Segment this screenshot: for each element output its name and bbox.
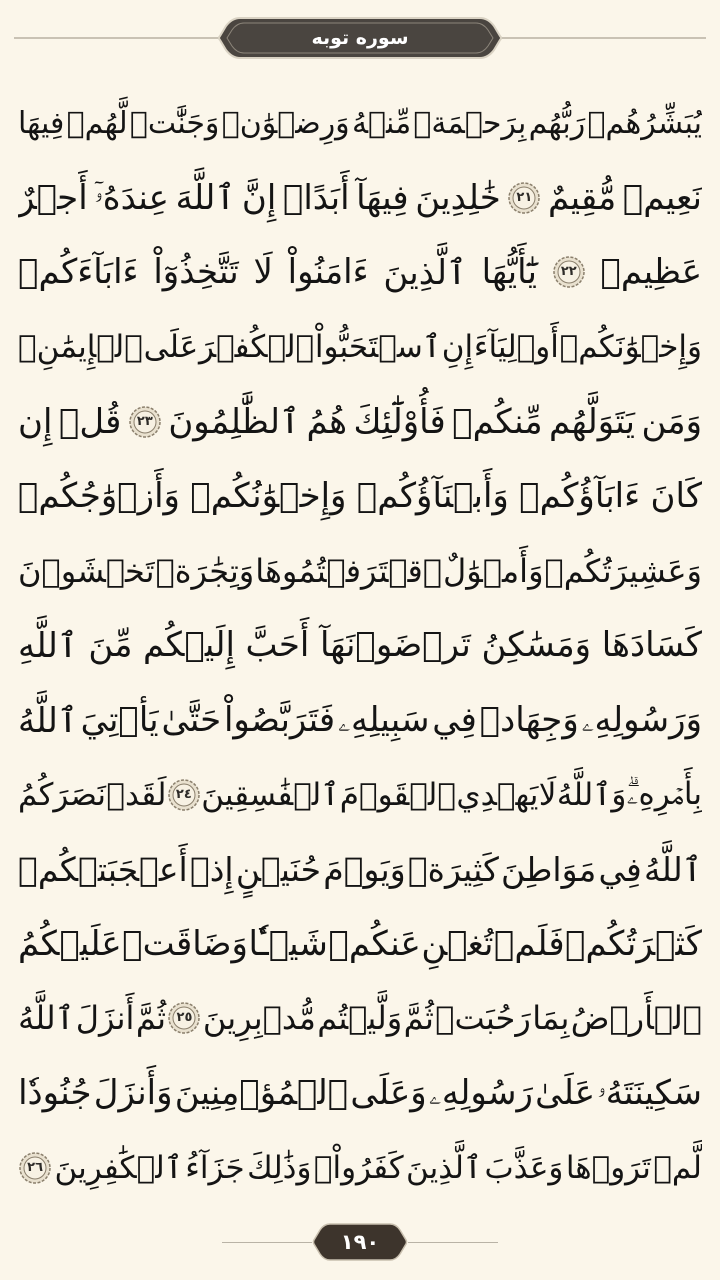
verse-word: بِأَمۡرِهِۦۗ <box>626 776 702 813</box>
verse-word: تَرَوۡهَا <box>565 1149 651 1186</box>
verse-word: وَٱللَّهُ <box>556 776 627 813</box>
verse-word: مَوَاطِنَ <box>501 849 597 889</box>
verse-word: ٱلۡكُفۡرَ <box>198 329 315 366</box>
surah-banner <box>218 16 502 60</box>
verse-line <box>18 981 702 1056</box>
verse-word: ٱللَّهُ <box>643 849 702 889</box>
verse-word: وَذَٰلِكَ <box>247 1149 312 1186</box>
verse-word: فِي <box>432 700 477 741</box>
verse-word: وَأَمۡوَٰلٌ <box>443 551 544 590</box>
verse-word: فِي <box>598 849 642 889</box>
verse-word: سَكِينَتَهُۥ <box>597 1073 702 1114</box>
ayah-end-marker <box>507 181 541 215</box>
verse-word: جُنُودٗا <box>18 1073 92 1114</box>
verse-word: تُغۡنِ <box>421 923 494 964</box>
verse-word: أَوۡلِيَآءَ <box>473 329 559 366</box>
verse-word: إِن <box>18 401 53 442</box>
verse-word: فَلَمۡ <box>494 923 565 964</box>
verse-word: كَفَرُواْۚ <box>313 1149 404 1186</box>
verse-word: سَبِيلِهِۦ <box>338 700 430 741</box>
verse-word: ٱلۡمُؤۡمِنِينَ <box>174 1073 349 1114</box>
verse-word: خَٰلِدِينَ <box>415 177 501 218</box>
verse-word: مُّدۡبِرِينَ <box>202 999 316 1038</box>
verse-word: حُنَيۡنٍ <box>235 849 322 889</box>
verse-word: ٱللَّهُ <box>18 700 78 741</box>
verse-word: كَسَادَهَا <box>601 625 702 666</box>
verse-word: ٱلظَّٰلِمُونَ <box>168 402 300 443</box>
verse-word: ٱللَّهُ <box>18 999 75 1038</box>
verse-word: ٱسۡتَحَبُّواْ <box>314 329 441 366</box>
verse-word: ٱلۡفَٰسِقِينَ <box>201 776 340 813</box>
verse-line <box>18 459 702 534</box>
ayah-number: ٢٣ <box>136 413 153 429</box>
ayah-end-marker <box>167 1001 201 1035</box>
verse-word: وَجَنَّٰتٖ <box>129 105 220 141</box>
verse-word: وَرَسُولِهِۦ <box>581 700 702 741</box>
page-header <box>0 14 720 62</box>
verse-word: ٱقۡتَرَفۡتُمُوهَا <box>255 551 443 590</box>
verse-word: لَّهُمۡ <box>66 105 128 141</box>
page-number-badge <box>312 1222 408 1262</box>
verse-word: هُمُ <box>306 401 347 442</box>
verse-line <box>18 907 702 982</box>
verse-word: وَأَبۡنَآؤُكُمۡ <box>356 476 509 517</box>
verse-word: أَجۡرٌ <box>18 177 88 218</box>
verse-word: وَإِخۡوَٰنُكُمۡ <box>190 476 347 517</box>
verse-word: مِّنۡهُ <box>351 105 412 141</box>
verse-word: ٱلَّذِينَ <box>405 1149 483 1186</box>
verse-word: يُبَشِّرُهُمۡ <box>587 105 702 141</box>
verse-word: أَبَدًاۚ <box>282 177 350 218</box>
verse-word: عَلَى <box>143 329 199 366</box>
verse-word: عَنكُمۡ <box>328 923 421 964</box>
verse-word: أَعۡجَبَتۡكُمۡ <box>18 849 188 889</box>
verse-word: مُّقِيمٌ <box>547 177 617 218</box>
verse-word: وَجِهَادٖ <box>479 700 579 741</box>
ayah-end-marker <box>552 255 586 289</box>
verse-word: ءَابَآؤُكُمۡ <box>519 476 641 517</box>
verse-word: لَّمۡ <box>653 1149 702 1186</box>
verse-word: أَنزَلَ <box>75 999 135 1038</box>
verse-word: ءَامَنُواْ <box>287 252 369 293</box>
verse-word: وَمَسَٰكِنُ <box>481 625 592 666</box>
page-number: ١٩٠ <box>340 1230 380 1254</box>
verse-word: ثُمَّ <box>403 999 434 1038</box>
ayah-number: ٢٦ <box>27 1159 44 1175</box>
verse-word: إِلَيۡكُم <box>143 625 235 666</box>
verse-word: وَأَنزَلَ <box>93 1073 173 1114</box>
verse-word: رَسُولِهِۦ <box>428 1073 533 1114</box>
ayah-number: ٢١ <box>516 189 533 205</box>
verse-word: ٱلۡإِيمَٰنِۚ <box>18 329 143 366</box>
verse-word: وَتِجَٰرَةٞ <box>155 551 255 590</box>
verse-word: حَتَّىٰ <box>161 700 222 741</box>
verse-word: عَظِيمٞ <box>600 252 702 293</box>
verse-line <box>18 1056 702 1131</box>
verse-word: كَثۡرَتُكُمۡ <box>565 923 702 964</box>
verse-word: ٱلۡكَٰفِرِينَ <box>54 1149 183 1186</box>
quran-text-block <box>18 86 702 1206</box>
verse-word: رَحُبَتۡ <box>435 999 531 1038</box>
verse-word: وَأَزۡوَٰجُكُمۡ <box>18 476 180 517</box>
verse-word: لَقَدۡ <box>106 776 167 813</box>
verse-word: كَثِيرَةٖ <box>407 849 499 889</box>
page-footer <box>0 1218 720 1268</box>
footer-divider-right <box>408 1242 498 1243</box>
ayah-number: ٢٥ <box>176 1010 193 1026</box>
verse-word: أَحَبَّ <box>245 625 310 666</box>
ayah-number: ٢٢ <box>560 264 577 280</box>
verse-line <box>18 757 702 832</box>
verse-word: مِّنكُمۡ <box>452 401 543 442</box>
verse-word: تَرۡضَوۡنَهَآ <box>319 625 471 666</box>
verse-line <box>18 235 702 310</box>
verse-line <box>18 310 702 385</box>
verse-word: لَا <box>538 776 557 813</box>
ayah-number: ٢٤ <box>175 786 192 802</box>
verse-word: عِندَهُۥٓ <box>94 177 169 218</box>
verse-word: فِيهَآ <box>356 177 409 218</box>
verse-word: يَأۡتِيَ <box>80 700 159 741</box>
verse-word: ٱللَّهِ <box>18 625 78 666</box>
verse-word: وَإِخۡوَٰنَكُمۡ <box>559 329 702 366</box>
verse-line <box>18 832 702 907</box>
verse-word: وَضَاقَتۡ <box>122 923 248 964</box>
verse-word: وَعَشِيرَتُكُمۡ <box>544 551 702 590</box>
verse-word: نَعِيمٞ <box>622 177 702 218</box>
verse-line <box>18 161 702 236</box>
verse-line <box>18 384 702 459</box>
verse-word: ٱللَّهَ <box>175 178 236 219</box>
verse-word: يَهۡدِي <box>456 776 539 813</box>
verse-word: إِذۡ <box>189 849 234 889</box>
verse-line <box>18 534 702 609</box>
ayah-end-marker <box>167 778 201 812</box>
verse-word: وَعَلَى <box>350 1073 427 1114</box>
verse-word: عَلَىٰ <box>535 1073 595 1114</box>
verse-word: وَعَذَّبَ <box>484 1149 564 1186</box>
verse-word: ثُمَّ <box>135 999 167 1038</box>
surah-title: سوره توبه <box>311 27 409 49</box>
verse-word: ٱلَّذِينَ <box>383 252 467 293</box>
verse-word: فِيهَا <box>18 105 65 141</box>
verse-word: نَصَرَكُمُ <box>18 776 107 813</box>
verse-word: عَلَيۡكُمُ <box>18 923 122 964</box>
verse-word: قُلۡ <box>58 401 122 442</box>
verse-word: تَخۡشَوۡنَ <box>18 551 155 590</box>
verse-word: بِمَا <box>532 999 570 1038</box>
ayah-end-marker <box>128 405 162 439</box>
verse-word: تَتَّخِذُوٓاْ <box>153 252 239 293</box>
verse-word: وَلَّيۡتُم <box>317 999 403 1038</box>
verse-word: بِرَحۡمَةٖ <box>413 105 527 141</box>
ayah-end-marker <box>18 1151 52 1185</box>
verse-word: فَتَرَبَّصُواْ <box>223 700 336 741</box>
verse-line <box>18 683 702 758</box>
verse-word: ٱلۡقَوۡمَ <box>339 776 456 813</box>
verse-word: كَانَ <box>650 476 702 517</box>
verse-word: ٱلۡأَرۡضُ <box>570 999 702 1038</box>
verse-word: ءَابَآءَكُمۡ <box>18 252 139 293</box>
verse-word: وَمَن <box>641 401 702 442</box>
verse-word: وَيَوۡمَ <box>323 849 406 889</box>
verse-line <box>18 1130 702 1205</box>
verse-word: مِّنَ <box>88 625 133 666</box>
verse-word: يَٰٓأَيُّهَا <box>481 252 537 293</box>
verse-word: لَا <box>253 252 273 293</box>
verse-word: إِنِ <box>441 329 474 366</box>
verse-line <box>18 608 702 683</box>
verse-word: فَأُوْلَٰٓئِكَ <box>353 401 446 442</box>
verse-word: شَيۡـٔٗا <box>248 923 328 964</box>
verse-word: رَبُّهُم <box>528 105 586 141</box>
footer-divider-left <box>222 1242 312 1243</box>
verse-line <box>18 86 702 161</box>
verse-word: يَتَوَلَّهُم <box>549 401 635 442</box>
verse-word: وَرِضۡوَٰنٖ <box>221 105 350 141</box>
verse-word: إِنَّ <box>241 177 277 218</box>
verse-word: جَزَآءُ <box>185 1149 245 1186</box>
